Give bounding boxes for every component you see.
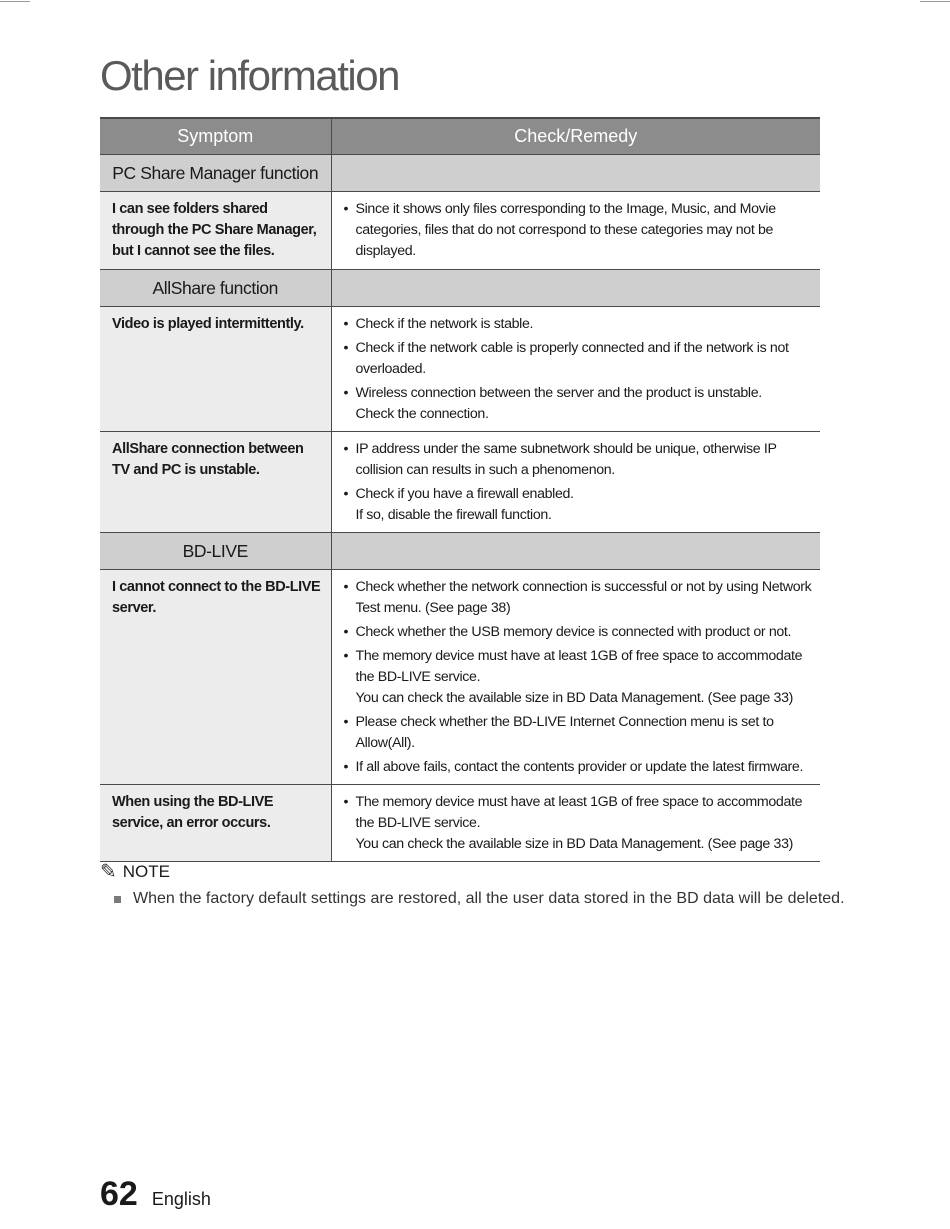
- section-title: PC Share Manager function: [100, 155, 331, 192]
- remedy-item: [344, 577, 813, 619]
- remedy-item: [344, 792, 813, 855]
- page-number: 62: [100, 1175, 138, 1213]
- crop-mark-right: [920, 1, 950, 2]
- remedy-list: [344, 199, 813, 262]
- remedy-item: [344, 712, 813, 754]
- section-row: [100, 270, 820, 307]
- remedy-text: • The memory device must have at least 1GB of free space to accommodate the BD-LIVE service.: [355, 794, 803, 831]
- remedy-text: • Check if you have a firewall enabled.: [355, 486, 574, 502]
- remedy-cell: [331, 192, 820, 270]
- remedy-column-header: Check/Remedy: [331, 118, 820, 155]
- remedy-text: • If all above fails, contact the contents provider or update the latest firmware.: [355, 759, 804, 775]
- remedy-text: • The memory device must have at least 1GB of free space to accommodate the BD-LIVE service.: [355, 648, 803, 685]
- remedy-item: [344, 622, 813, 643]
- symptom-cell: Video is played intermittently.: [100, 307, 331, 432]
- section-blank-cell: [331, 270, 820, 307]
- remedy-text: • Check if the network cable is properly connected and if the network is not overloaded.: [355, 340, 789, 377]
- remedy-text: • IP address under the same subnetwork should be unique, otherwise IP collision can results in such a phenomenon.: [355, 441, 777, 478]
- remedy-item: [344, 646, 813, 709]
- remedy-text: If so, disable the firewall function.: [355, 507, 552, 523]
- remedy-text: Check the connection.: [355, 406, 489, 422]
- remedy-item: [344, 338, 813, 380]
- remedy-item: [344, 439, 813, 481]
- remedy-cell: [331, 432, 820, 533]
- note-heading: [100, 859, 170, 884]
- remedy-cell: [331, 570, 820, 785]
- remedy-text: • Check whether the network connection is successful or not by using Network Test menu. (See page 38): [355, 579, 812, 616]
- remedy-list: [344, 314, 813, 425]
- remedy-text: • Wireless connection between the server and the product is unstable.: [355, 385, 762, 401]
- symptom-cell: When using the BD-LIVE service, an error occurs.: [100, 785, 331, 862]
- remedy-text: You can check the available size in BD Data Management. (See page 33): [355, 690, 793, 706]
- remedy-item: [344, 757, 813, 778]
- page-footer: [100, 1175, 211, 1214]
- table-row: [100, 570, 820, 785]
- remedy-list: [344, 439, 813, 526]
- remedy-item: [344, 484, 813, 526]
- table-row: [100, 307, 820, 432]
- remedy-text: • Check whether the USB memory device is connected with product or not.: [355, 624, 792, 640]
- table-row: [100, 432, 820, 533]
- remedy-item: [344, 314, 813, 335]
- table-header-row: [100, 118, 820, 155]
- page-language: English: [151, 1189, 211, 1209]
- remedy-text: • Since it shows only files corresponding to the Image, Music, and Movie categories, files that do not correspond to these categories may not be displayed.: [355, 201, 776, 259]
- table-row: [100, 192, 820, 270]
- section-row: [100, 533, 820, 570]
- remedy-list: [344, 577, 813, 778]
- remedy-cell: [331, 307, 820, 432]
- section-title: AllShare function: [100, 270, 331, 307]
- pencil-icon: ✎: [100, 861, 117, 883]
- note-text: When the factory default settings are restored, all the user data stored in the BD data will be deleted.: [133, 890, 845, 907]
- remedy-item: [344, 199, 813, 262]
- section-blank-cell: [331, 533, 820, 570]
- troubleshooting-table: [100, 117, 820, 862]
- symptom-cell: I cannot connect to the BD-LIVE server.: [100, 570, 331, 785]
- remedy-item: [344, 383, 813, 425]
- symptom-column-header: Symptom: [100, 118, 331, 155]
- table-body: [100, 155, 820, 862]
- section-title: BD-LIVE: [100, 533, 331, 570]
- section-blank-cell: [331, 155, 820, 192]
- note-label: NOTE: [122, 861, 170, 881]
- remedy-list: [344, 792, 813, 855]
- note-item: [114, 890, 845, 908]
- section-row: [100, 155, 820, 192]
- page-title: Other information: [100, 52, 399, 99]
- remedy-text: • Please check whether the BD-LIVE Internet Connection menu is set to Allow(All).: [355, 714, 774, 751]
- table-row: [100, 785, 820, 862]
- symptom-cell: I can see folders shared through the PC Share Manager, but I cannot see the files.: [100, 192, 331, 270]
- square-bullet-icon: [114, 896, 121, 903]
- remedy-text: You can check the available size in BD Data Management. (See page 33): [355, 836, 793, 852]
- symptom-cell: AllShare connection between TV and PC is unstable.: [100, 432, 331, 533]
- remedy-text: • Check if the network is stable.: [355, 316, 534, 332]
- crop-mark-left: [0, 1, 30, 2]
- remedy-cell: [331, 785, 820, 862]
